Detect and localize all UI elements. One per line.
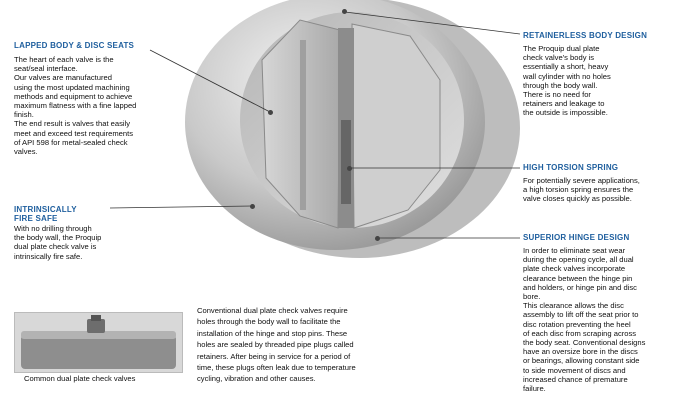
text-line: dual plate check valve is: [14, 242, 97, 252]
text-line: failure.: [523, 384, 546, 394]
text-line: or bearings, allowing constant side: [523, 356, 640, 366]
marker-retainerless: [342, 9, 347, 14]
firesafe-heading-line2: FIRE SAFE: [14, 214, 58, 223]
lapped-text: [14, 55, 184, 156]
text-line: have an oversize bore in the discs: [523, 347, 638, 357]
lapped-heading: LAPPED BODY & DISC SEATS: [14, 41, 135, 50]
text-line: during the opening cycle, all dual: [523, 255, 634, 265]
text-line: increased chance of premature: [523, 374, 628, 384]
stop-pin: [300, 40, 306, 210]
text-line: plate check valves incorporate: [523, 264, 626, 274]
marker-torsion: [347, 166, 352, 171]
valve-body-side: [21, 335, 176, 369]
text-line: holes through the body wall to facilitate the: [197, 317, 341, 327]
text-line: In order to eliminate seat wear: [523, 246, 626, 255]
text-line: seat/seal interface.: [14, 64, 78, 74]
text-line: using the most updated machining: [14, 82, 130, 92]
text-line: The Proquip dual plate: [523, 44, 600, 53]
conventional-text: [197, 305, 397, 385]
text-line: maximum flatness with a fine lapped: [14, 101, 137, 111]
text-line: assembly to lift off the seat prior to: [523, 310, 639, 320]
firesafe-heading-line1: INTRINSICALLY: [14, 205, 77, 214]
text-line: the body seat. Conventional designs: [523, 338, 646, 348]
marker-lapped: [268, 110, 273, 115]
text-line: valves.: [14, 147, 38, 157]
text-line: disc rotation preventing the heel: [523, 319, 631, 329]
hinge-text: [523, 246, 688, 393]
text-line: the outside is impossible.: [523, 108, 608, 118]
text-line: retainers and leakage to: [523, 99, 605, 109]
text-line: meet and exceed test requirements: [14, 128, 134, 138]
firesafe-text: [14, 224, 144, 261]
text-line: holes are sealed by threaded pipe plugs called: [197, 340, 354, 350]
text-line: For potentially severe applications,: [523, 176, 640, 185]
marker-firesafe: [250, 204, 255, 209]
text-line: valve closes quickly as possible.: [523, 194, 632, 204]
text-line: There is no need for: [523, 90, 591, 100]
text-line: intrinsically fire safe.: [14, 251, 83, 261]
text-line: of API 598 for metal-sealed check: [14, 137, 128, 147]
marker-hinge: [375, 236, 380, 241]
text-line: Our valves are manufactured: [14, 73, 112, 83]
torsion-text: [523, 176, 688, 204]
retainerless-heading: RETAINERLESS BODY DESIGN: [523, 31, 648, 40]
text-line: This clearance allows the disc: [523, 301, 624, 311]
text-line: time, these plugs often leak due to temperature: [197, 363, 356, 373]
text-line: retainers. After being in service for a period of: [197, 351, 351, 361]
text-line: through the body wall.: [523, 80, 598, 90]
photo-caption: Common dual plate check valves: [24, 374, 136, 383]
common-valve-photo: [14, 312, 183, 373]
text-line: The end result is valves that easily: [14, 119, 131, 129]
text-line: a high torsion spring ensures the: [523, 185, 634, 195]
text-line: wall cylinder with no holes: [523, 71, 611, 81]
text-line: and holders, or hinge pin and disc: [523, 282, 637, 292]
text-line: finish.: [14, 110, 34, 120]
retainerless-text: [523, 44, 683, 118]
text-line: check valve's body is: [523, 53, 595, 63]
retainer-plug: [87, 319, 105, 333]
text-line: Conventional dual plate check valves require: [197, 306, 348, 315]
text-line: methods and equipment to achieve: [14, 91, 133, 101]
text-line: installation of the hinge and stop pins. These: [197, 328, 348, 338]
text-line: bore.: [523, 292, 541, 302]
text-line: cycling, vibration and other causes.: [197, 374, 316, 384]
common-valve-illustration: [15, 313, 182, 372]
text-line: The heart of each valve is the: [14, 55, 114, 64]
torsion-spring: [341, 120, 351, 204]
retainer-plug-cap: [91, 315, 101, 321]
text-line: With no drilling through: [14, 224, 92, 233]
hinge-heading: SUPERIOR HINGE DESIGN: [523, 233, 630, 242]
text-line: the body wall, the Proquip: [14, 233, 102, 243]
text-line: essentially a short, heavy: [523, 62, 609, 72]
text-line: to side movement of discs and: [523, 365, 626, 375]
torsion-heading: HIGH TORSION SPRING: [523, 163, 619, 172]
text-line: of each disc from scraping across: [523, 328, 637, 338]
text-line: clearance between the hinge pin: [523, 273, 633, 283]
